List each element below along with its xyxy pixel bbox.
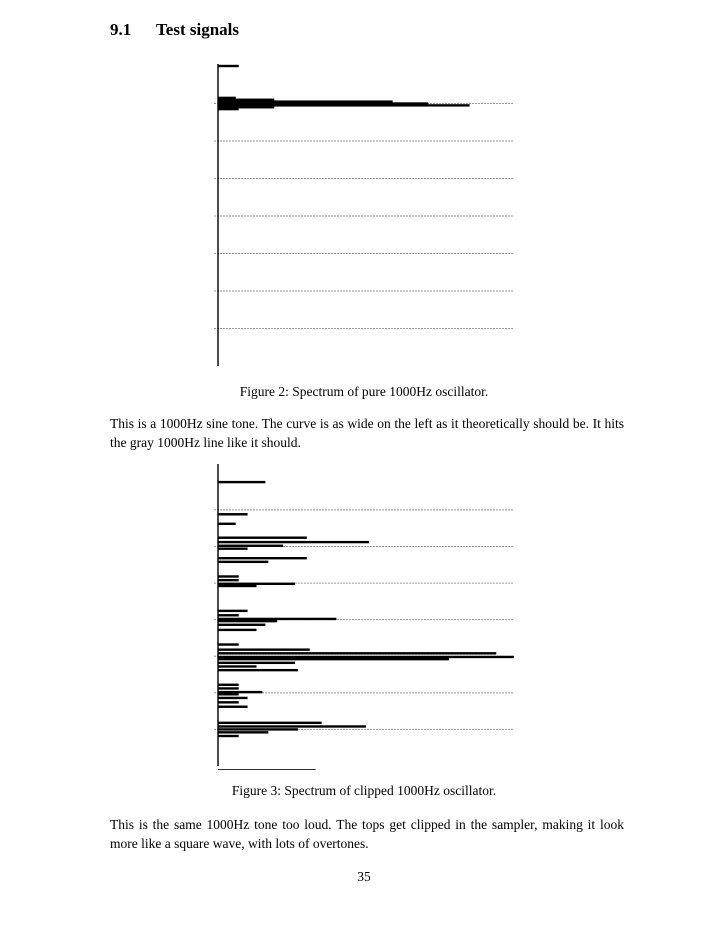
spectrum-bar <box>218 614 239 616</box>
spectrum-bar <box>218 561 268 563</box>
section-heading <box>110 20 239 40</box>
paragraph-1: This is a 1000Hz sine tone. The curve is as wide on the left as it theoretically should be. It hits the gray 1000Hz line like it should. <box>110 416 624 450</box>
spectrum-bar <box>218 545 283 547</box>
paragraph-2: This is the same 1000Hz tone too loud. The tops get clipped in the sampler, making it look more like a square wave, with lots of overtones. <box>110 817 624 851</box>
spectrum-bar <box>218 652 496 654</box>
figure-3-chart <box>0 460 728 770</box>
spectrum-bar <box>218 65 239 67</box>
spectrum-bar <box>218 725 366 727</box>
spectrum-bar <box>218 693 239 695</box>
spectrum-bar <box>218 665 256 667</box>
spectrum-bar <box>218 541 369 543</box>
spectrum-bar <box>218 481 265 483</box>
spectrum-bar <box>218 687 239 689</box>
spectrum-bar <box>218 706 248 708</box>
spectrum-bar <box>218 547 248 549</box>
spectrum-bar <box>218 629 256 631</box>
spectrum-bar <box>218 537 307 539</box>
spectrum-bar <box>218 658 449 660</box>
spectrum-bar <box>218 513 248 515</box>
section-title: Test signals <box>156 20 239 39</box>
spectrum-bar <box>218 618 336 620</box>
figure-2-chart <box>0 56 728 376</box>
spectrum-bar <box>218 656 514 658</box>
spectrum-bar <box>218 731 268 733</box>
spectrum-bar <box>218 585 256 587</box>
figure-3-caption: Figure 3: Spectrum of clipped 1000Hz oscillator. <box>231 783 497 798</box>
spectrum-bar <box>218 735 239 737</box>
spectrum-bar <box>218 643 239 645</box>
spectrum-bar <box>218 523 236 525</box>
spectrum-bar <box>218 669 298 671</box>
spectrum-bar <box>218 684 239 686</box>
spectrum-bar <box>218 624 265 626</box>
spectrum-bar <box>218 583 295 585</box>
figure-2-caption: Figure 2: Spectrum of pure 1000Hz oscillator. <box>239 384 489 399</box>
spectrum-bar <box>218 728 298 730</box>
spectrum-bar <box>218 662 295 664</box>
spectrum-bar <box>218 557 307 559</box>
spectrum-bar <box>218 769 316 770</box>
spectrum-bar <box>218 575 239 577</box>
spectrum-bar <box>218 691 262 693</box>
section-number: 9.1 <box>110 20 132 39</box>
spectrum-bar <box>218 701 239 703</box>
spectrum-bar <box>218 620 277 622</box>
spectrum-bar <box>218 697 248 699</box>
page-number: 35 <box>357 869 371 884</box>
spectrum-bar <box>218 579 239 581</box>
spectrum-bar <box>218 97 236 99</box>
spectrum-bar <box>218 648 310 650</box>
spectrum-bar <box>218 610 248 612</box>
spectrum-bar <box>218 722 322 724</box>
